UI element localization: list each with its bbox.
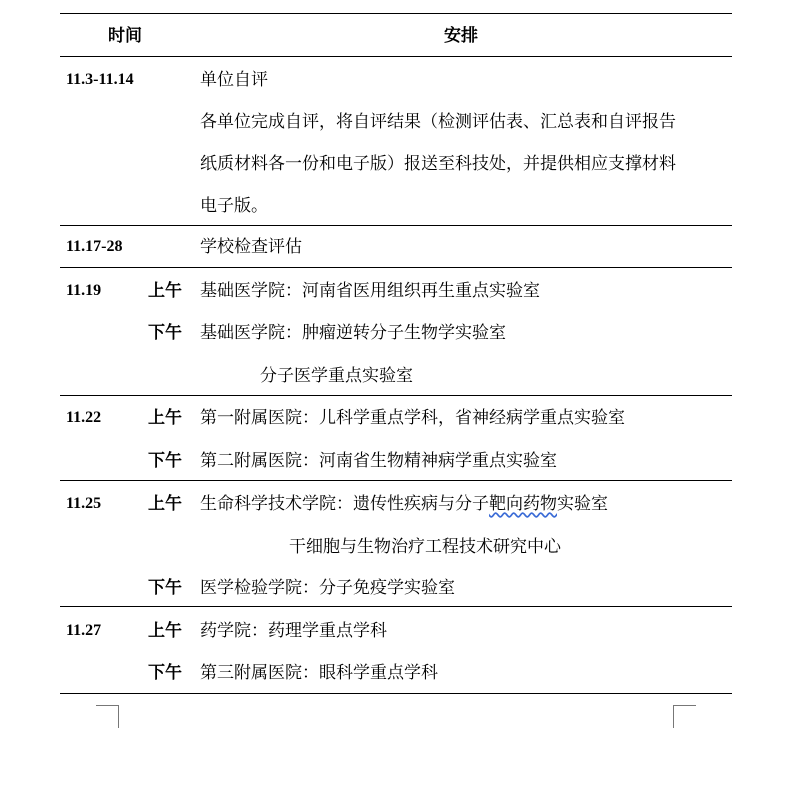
page-margin-corner-right (673, 705, 696, 728)
row-date: 11.27 (66, 622, 102, 639)
morning-label: 上午 (148, 281, 182, 301)
morning-item-text: 实验室 (557, 494, 608, 514)
afternoon-label: 下午 (148, 451, 182, 471)
morning-item (200, 494, 608, 514)
row-description-line: 电子版。 (200, 196, 268, 216)
row-rule (60, 395, 732, 396)
row-date: 11.19 (66, 282, 102, 299)
afternoon-label: 下午 (148, 663, 182, 683)
table-bottom-rule (60, 693, 732, 694)
morning-item: 基础医学院：河南省医用组织再生重点实验室 (200, 281, 540, 301)
row-rule (60, 225, 732, 226)
row-title: 单位自评 (200, 70, 268, 90)
row-date: 11.25 (66, 495, 102, 512)
row-description-line: 各单位完成自评，将自评结果（检测评估表、汇总表和自评报告 (200, 112, 676, 132)
afternoon-label: 下午 (148, 323, 182, 343)
afternoon-item: 基础医学院：肿瘤逆转分子生物学实验室 (200, 323, 506, 343)
morning-label: 上午 (148, 621, 182, 641)
morning-item-text: 生命科学技术学院：遗传性疾病与分子 (200, 494, 489, 514)
morning-item: 第一附属医院：儿科学重点学科，省神经病学重点实验室 (200, 408, 625, 428)
row-date: 11.17-28 (66, 238, 123, 255)
header-time: 时间 (108, 26, 142, 46)
header-arrangement: 安排 (444, 26, 478, 46)
afternoon-item: 第三附属医院：眼科学重点学科 (200, 663, 438, 683)
morning-item: 药学院：药理学重点学科 (200, 621, 387, 641)
afternoon-item: 第二附属医院：河南省生物精神病学重点实验室 (200, 451, 557, 471)
page-margin-corner-left (96, 705, 119, 728)
afternoon-item: 医学检验学院：分子免疫学实验室 (200, 578, 455, 598)
row-rule (60, 480, 732, 481)
row-rule (60, 606, 732, 607)
row-date: 11.3-11.14 (66, 71, 134, 88)
row-description-line: 纸质材料各一份和电子版）报送至科技处，并提供相应支撑材料 (200, 154, 676, 174)
header-rule (60, 56, 732, 57)
spellcheck-flagged-text[interactable]: 靶向药物 (489, 494, 557, 514)
table-top-rule (60, 13, 732, 14)
row-rule (60, 267, 732, 268)
row-date: 11.22 (66, 409, 102, 426)
morning-item-continued: 干细胞与生物治疗工程技术研究中心 (289, 537, 561, 557)
morning-label: 上午 (148, 408, 182, 428)
morning-label: 上午 (148, 494, 182, 514)
afternoon-label: 下午 (148, 578, 182, 598)
row-title: 学校检查评估 (200, 237, 302, 257)
afternoon-item-continued: 分子医学重点实验室 (260, 366, 413, 386)
